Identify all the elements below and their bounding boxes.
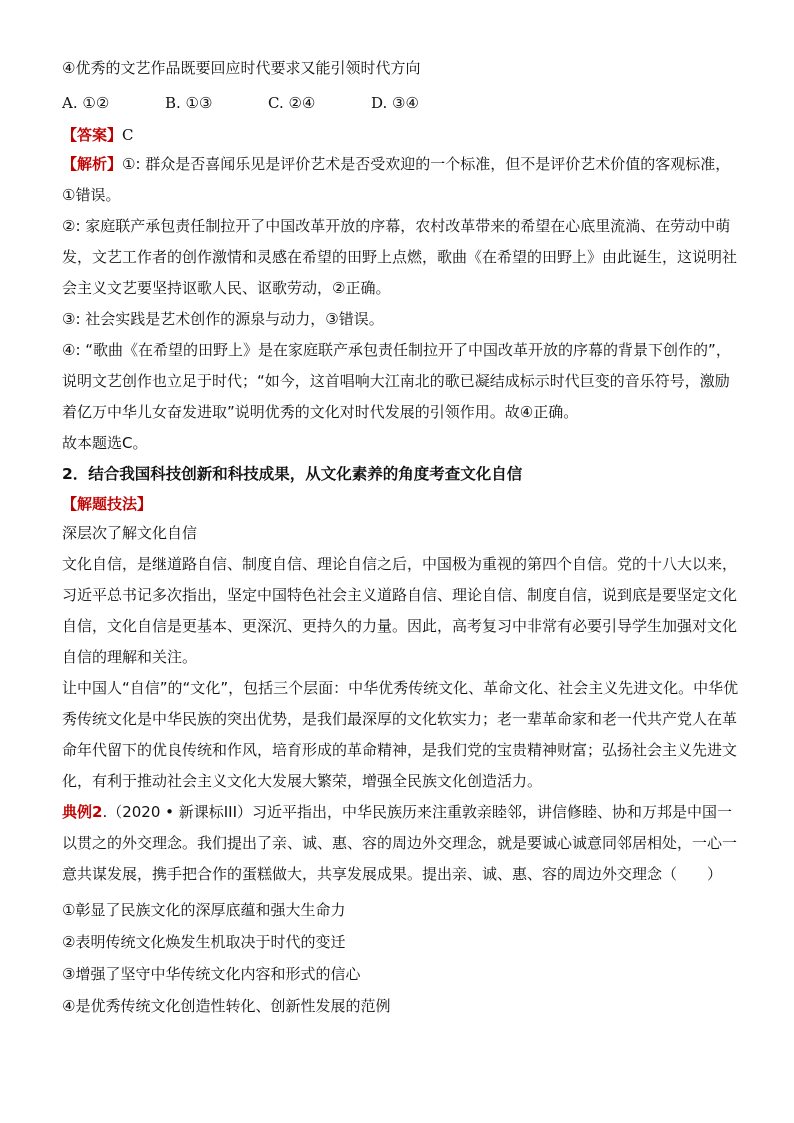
section-heading: 2．结合我国科技创新和科技成果，从文化素养的角度考查文化自信 bbox=[62, 465, 523, 483]
answer-tag: 【答案】 bbox=[62, 126, 123, 144]
choice-b: B. ①③ bbox=[165, 94, 213, 112]
example-2-stem bbox=[62, 797, 742, 890]
section-subtitle: 深层次了解文化自信 bbox=[62, 524, 198, 542]
example-option-3: ③增强了坚守中华传统文化内容和形式的信心 bbox=[62, 965, 361, 983]
analysis-tag: 【解析】 bbox=[62, 155, 123, 173]
answer-value: C bbox=[122, 126, 134, 144]
example-label: 典例2 bbox=[62, 803, 103, 821]
analysis-paragraph-4: ④: “歌曲《在希望的田野上》是在家庭联产承包责任制拉开了中国改革开放的序幕的背景下创作的”，说明文艺创作也立足于时代；“如今，这首唱响大江南北的歌已凝结成标示时代巨变的音乐符号，激励着亿万中华儿女奋发进取”说明优秀的文化对时代发展的引领作用。故④正确。 bbox=[62, 341, 731, 421]
example-option-1: ①彰显了民族文化的深厚底蕴和强大生命力 bbox=[62, 901, 346, 919]
analysis-paragraph-1 bbox=[62, 149, 742, 211]
answer-line bbox=[62, 123, 742, 147]
example-option-4: ④是优秀传统文化创造性转化、创新性发展的范例 bbox=[62, 997, 391, 1015]
choice-d: D. ③④ bbox=[371, 94, 419, 112]
analysis-conclusion: 故本题选C。 bbox=[62, 434, 148, 452]
section-paragraph-2: 让中国人“自信”的“文化”，包括三个层面：中华优秀传统文化、革命文化、社会主义先进文化。中华优秀传统文化是中华民族的突出优势，是我们最深厚的文化软实力；老一辈革命家和老一代共产党人在革命年代留下的优良传统和作风，培育形成的革命精神，是我们党的宝贵精神财富；弘扬社会主义先进文化，有利于推动社会主义文化大发展大繁荣，增强全民族文化创造活力。 bbox=[62, 679, 739, 790]
analysis-paragraph-3: ③: 社会实践是艺术创作的源泉与动力，③错误。 bbox=[62, 310, 384, 328]
answer-choices bbox=[62, 91, 742, 115]
solution-tip-tag: 【解题技法】 bbox=[62, 495, 153, 513]
question-option-4: ④优秀的文艺作品既要回应时代要求又能引领时代方向 bbox=[62, 59, 421, 77]
choice-c: C. ②④ bbox=[268, 94, 316, 112]
section-paragraph-1: 文化自信，是继道路自信、制度自信、理论自信之后，中国极为重视的第四个自信。党的十八大以来，习近平总书记多次指出，坚定中国特色社会主义道路自信、理论自信、制度自信，说到底是要坚定文化自信，文化自信是更基本、更深沉、更持久的力量。因此，高考复习中非常有必要引导学生加强对文化自信的理解和关注。 bbox=[62, 555, 738, 666]
example-source: .（2020 • 新课标III） bbox=[102, 803, 253, 821]
document-content bbox=[62, 56, 742, 1018]
choice-a: A. ①② bbox=[62, 94, 110, 112]
example-option-2: ②表明传统文化焕发生机取决于时代的变迁 bbox=[62, 933, 346, 951]
analysis-text-1: ①: 群众是否喜闻乐见是评价艺术是否受欢迎的一个标准，但不是评价艺术价值的客观标准，①错误。 bbox=[62, 155, 731, 204]
analysis-paragraph-2: ②: 家庭联产承包责任制拉开了中国改革开放的序幕，农村改革带来的希望在心底里流淌、在劳动中萌发，文艺工作者的创作激情和灵感在希望的田野上点燃，歌曲《在希望的田野上》由此诞生，这说明社会主义文艺要坚持讴歌人民、讴歌劳动，②正确。 bbox=[62, 217, 738, 297]
example-stem-text: 习近平指出，中华民族历来注重敦亲睦邻，讲信修睦、协和万邦是中国一以贯之的外交理念。我们提出了亲、诚、惠、容的周边外交理念，就是要诚心诚意同邻居相处，一心一意共谋发展，携手把合作的蛋糕做大，共享发展成果。提出亲、诚、惠、容的周边外交理念（ ） bbox=[62, 803, 738, 883]
